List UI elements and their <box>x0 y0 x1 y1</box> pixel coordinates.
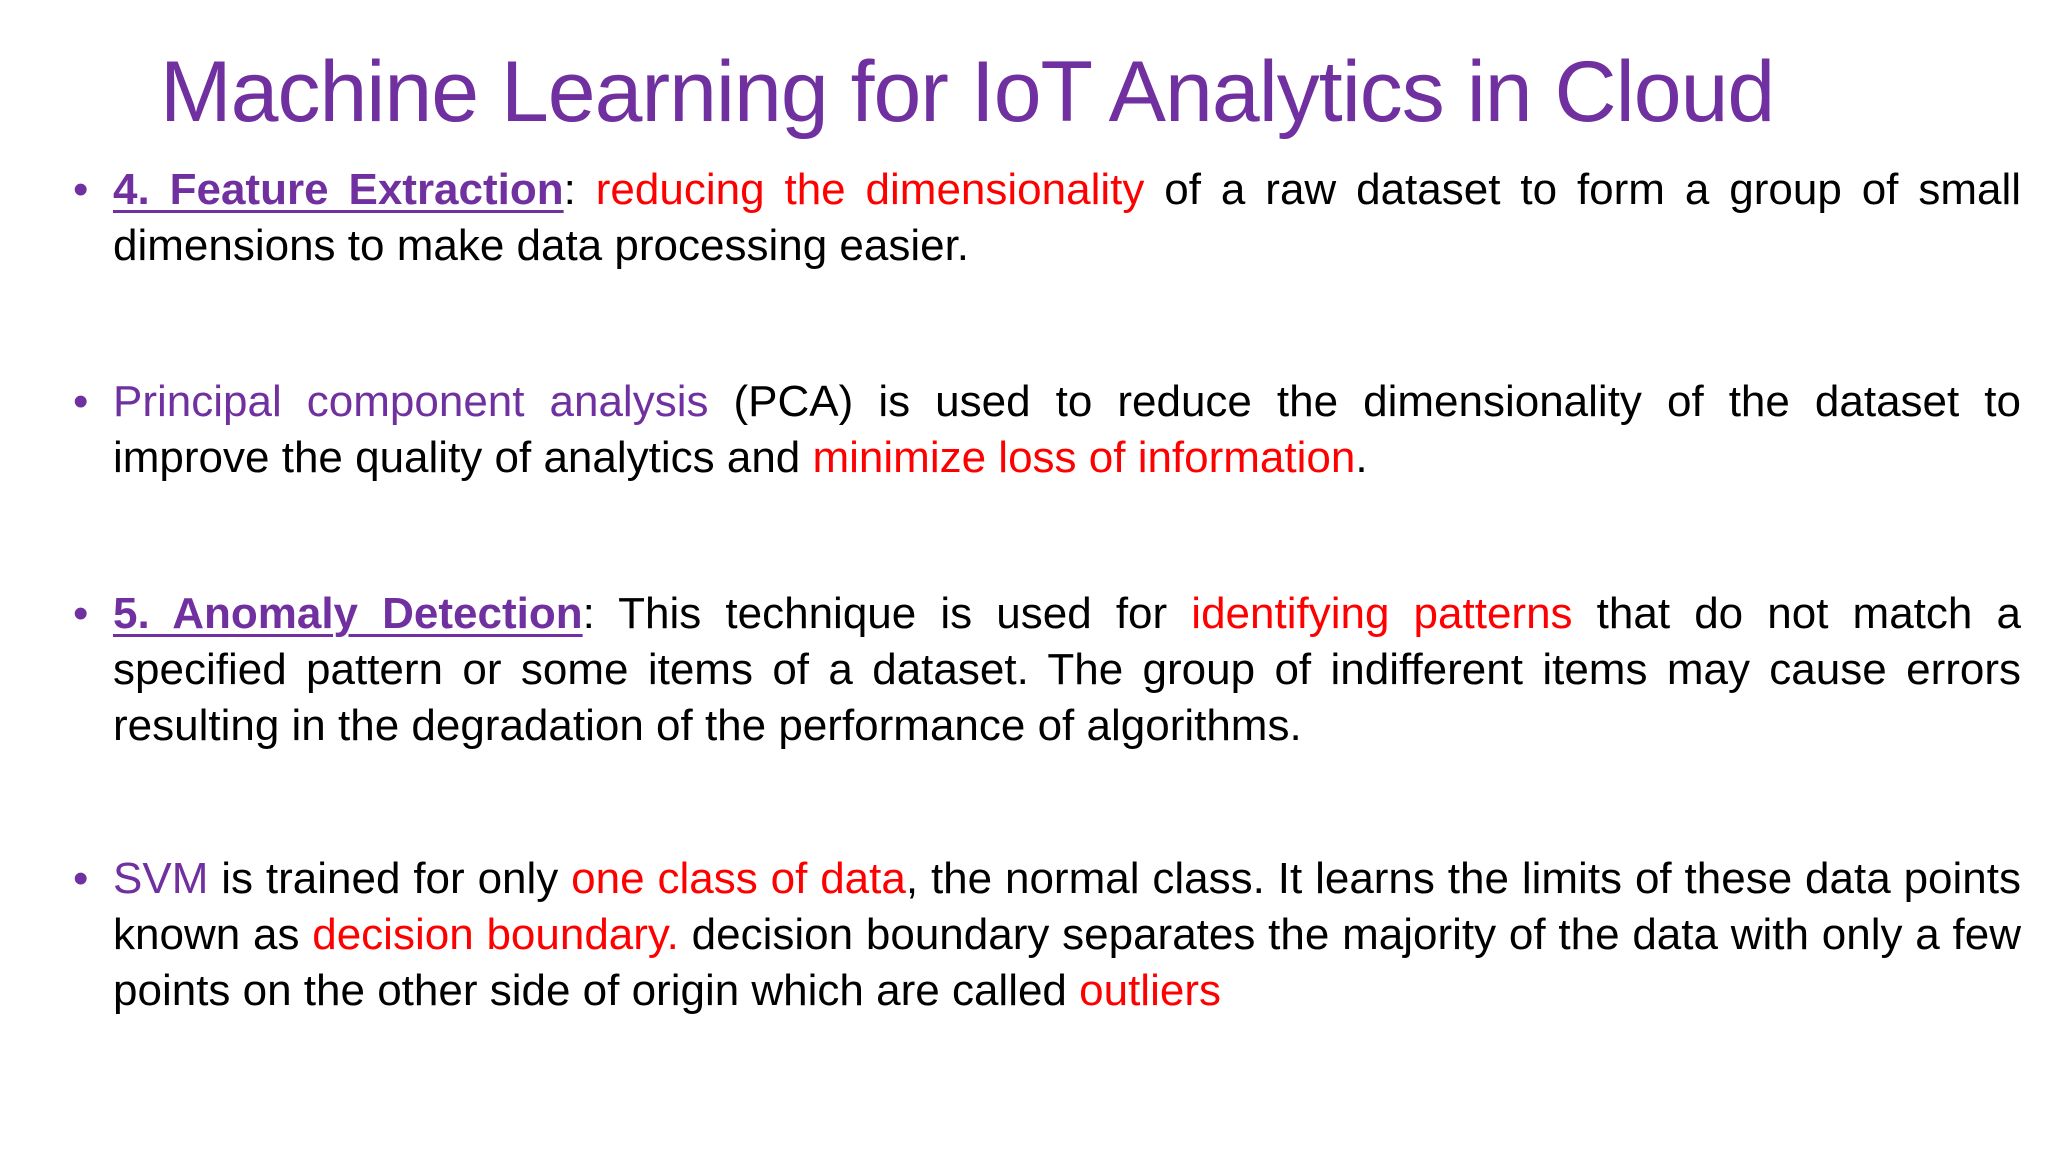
heading-feature-extraction: 4. Feature Extraction <box>113 165 564 214</box>
bullet-svm <box>73 851 2022 1019</box>
bullet-text: is trained for only <box>208 854 572 903</box>
bullet-text: decision boundary separates the majority of the data with only a few points on the other side of origin which are called <box>113 910 2022 1015</box>
bullet-text: : This technique is used for <box>582 589 1192 638</box>
bullet-anomaly-detection <box>73 586 2021 754</box>
heading-anomaly-detection: 5. Anomaly Detection <box>113 589 583 638</box>
bullet-text: . <box>1355 433 1368 482</box>
bullet-pca <box>73 374 2021 486</box>
bullet-text: that do not match a specified pattern or some items of a dataset. The group of indifferent items may cause errors resulting in the degradation of the performance of algorithms. <box>113 589 2021 750</box>
highlight-red-text: minimize loss of information <box>812 433 1356 482</box>
bullet-text: : <box>563 165 596 214</box>
highlight-red-text: outliers <box>1079 966 1221 1015</box>
highlight-red-text: identifying patterns <box>1191 589 1573 638</box>
bullet-dot-icon: • <box>73 589 89 638</box>
highlight-purple-text: Principal component analysis <box>113 377 709 426</box>
highlight-red-text: reducing the dimensionality <box>595 165 1145 214</box>
highlight-purple-text: SVM <box>113 854 209 903</box>
bullet-feature-extraction <box>73 162 2021 274</box>
bullet-dot-icon: • <box>73 377 89 426</box>
bullet-text: of a raw dataset to form a group of small dimensions to make data processing easier. <box>113 165 2021 270</box>
bullet-dot-icon: • <box>73 165 89 214</box>
highlight-red-text: one class of data <box>571 854 906 903</box>
highlight-red-text: decision boundary. <box>312 910 679 959</box>
bullet-dot-icon: • <box>73 854 89 903</box>
bullet-text: , the normal class. It learns the limits of these data points known as <box>113 854 2021 959</box>
bullet-text: (PCA) is used to reduce the dimensionality of the dataset to improve the quality of analytics and <box>113 377 2021 482</box>
slide-title: Machine Learning for IoT Analytics in Cloud <box>160 44 1775 140</box>
